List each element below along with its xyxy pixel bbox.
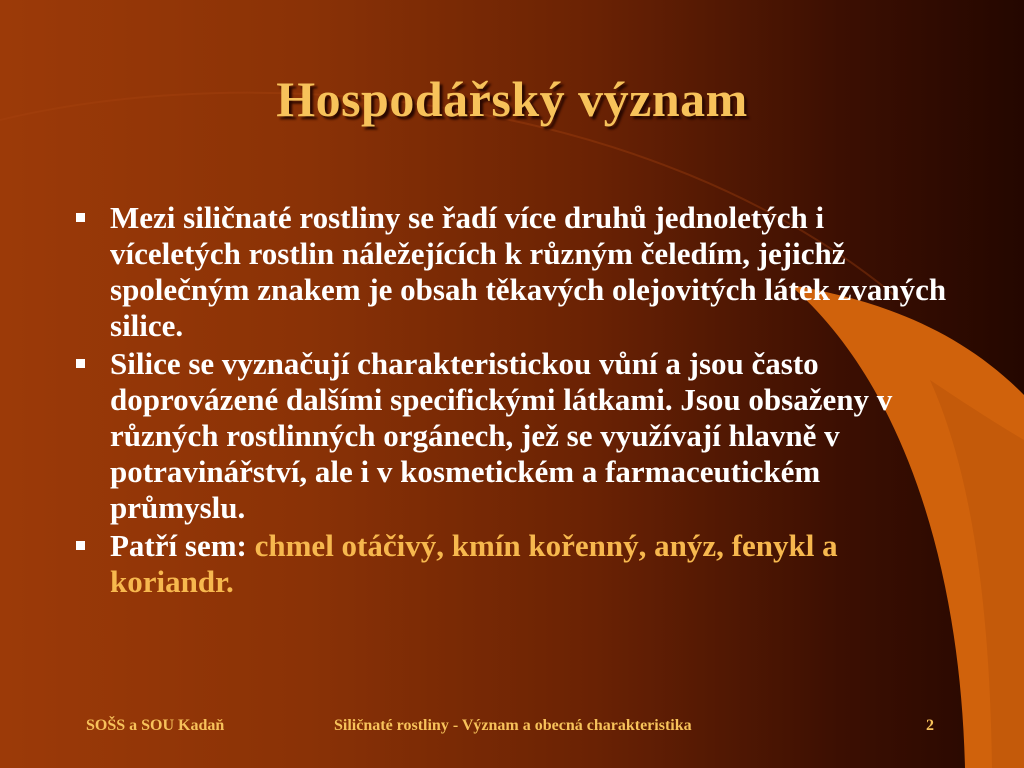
bullet-prefix: Patří sem:: [110, 528, 255, 563]
bullet-text: Silice se vyznačují charakteristickou vůní a jsou často doprovázené dalšími specifickými látkami. Jsou obsaženy v různých rostlinných orgánech, jež se využívají hlavně v potravinářství, ale i v kosmetickém a farmaceutickém průmyslu.: [110, 346, 893, 525]
list-item: [72, 200, 962, 344]
footer-school: SOŠS a SOU Kadaň: [86, 717, 225, 734]
page-title: Hospodářský význam: [276, 71, 748, 127]
footer-presentation-title: Siličnaté rostliny - Význam a obecná charakteristika: [334, 717, 692, 734]
list-item: [72, 528, 962, 600]
square-bullet-icon: [76, 541, 85, 550]
list-item: [72, 346, 962, 526]
bullet-list: [72, 200, 962, 602]
square-bullet-icon: [76, 359, 85, 368]
square-bullet-icon: [76, 213, 85, 222]
slide-number: 2: [926, 717, 934, 734]
bullet-text: Mezi siličnaté rostliny se řadí více druhů jednoletých i víceletých rostlin náležejících k různým čeledím, jejichž společným znakem je obsah těkavých olejovitých látek zvaných silice.: [110, 200, 947, 343]
bullet-highlight: chmel otáčivý, kmín kořenný, anýz, fenykl a koriandr.: [110, 528, 838, 599]
